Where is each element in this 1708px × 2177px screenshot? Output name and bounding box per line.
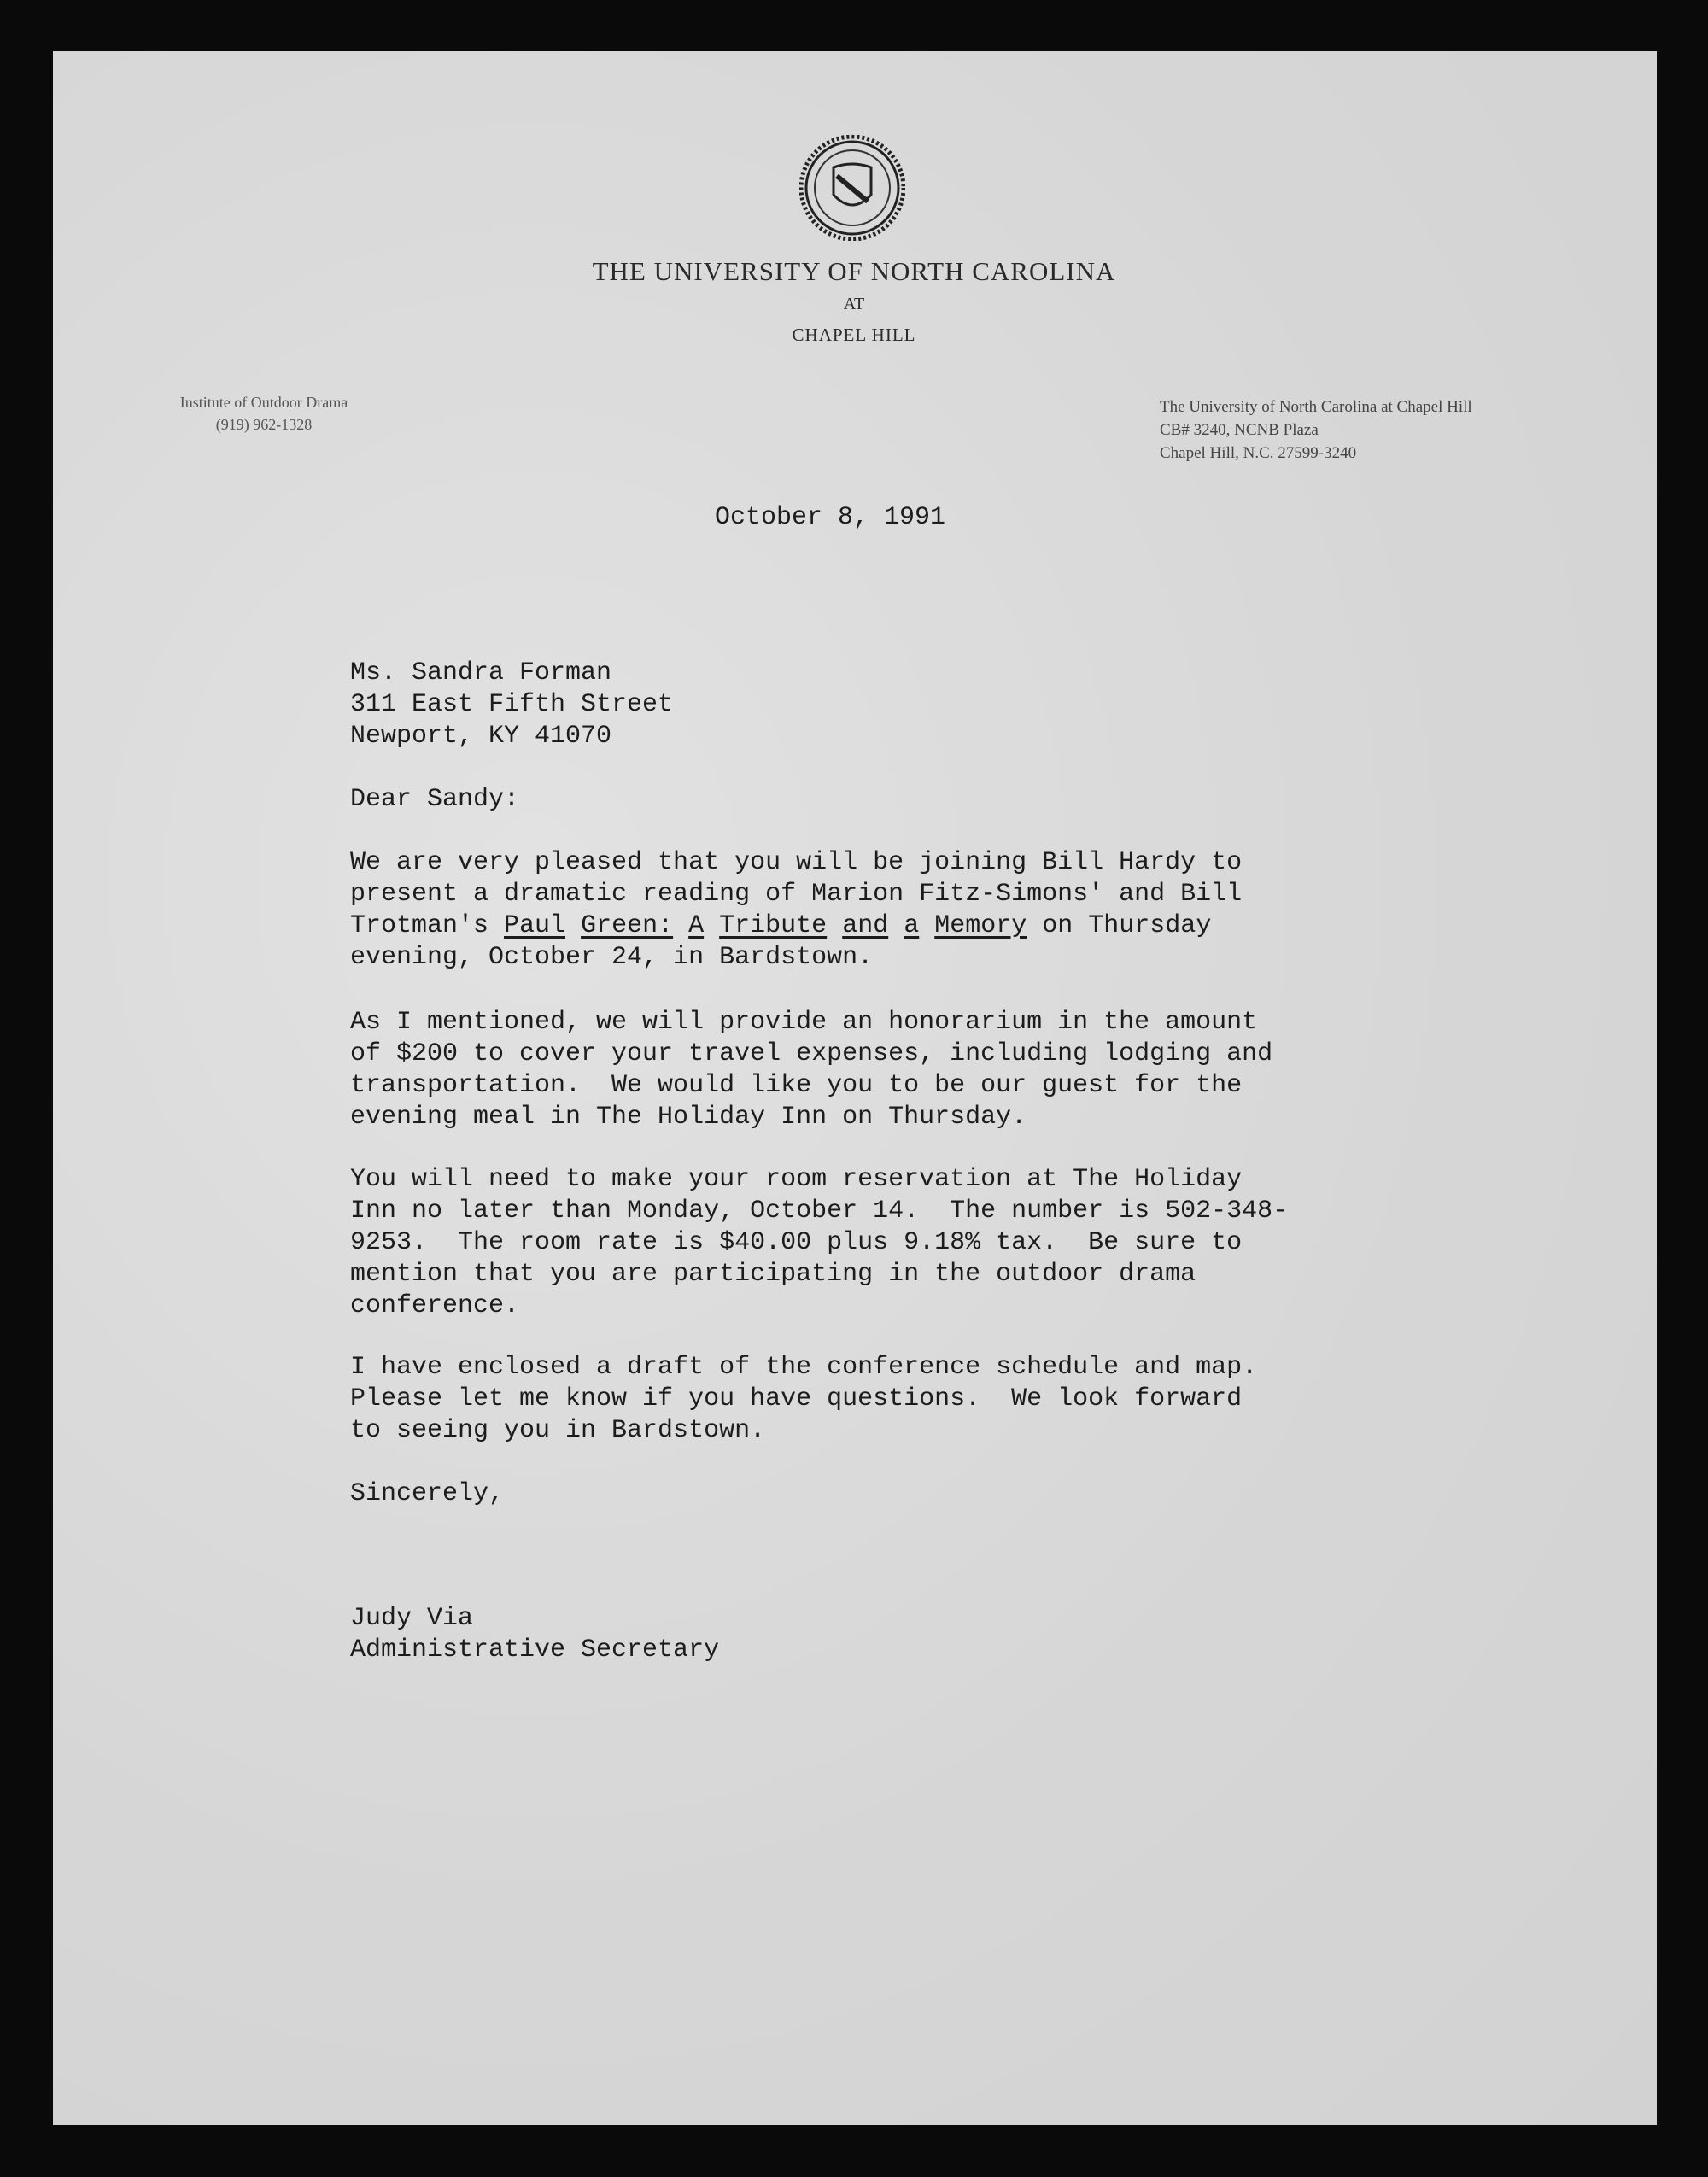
paragraph-line — [350, 910, 1242, 942]
address-line: Newport, KY 41070 — [350, 722, 612, 751]
underlined-title-word: and — [842, 911, 889, 940]
text: Trotman's — [350, 911, 505, 940]
signature-block — [350, 1603, 719, 1666]
paragraph-line: We are very pleased that you will be joining Bill Hardy to — [350, 848, 1243, 877]
paragraph-3 — [350, 1164, 1288, 1322]
paragraph-line: evening meal in The Holiday Inn on Thursday. — [350, 1103, 1027, 1132]
paragraph-line: of $200 to cover your travel expenses, including lodging and — [350, 1039, 1273, 1068]
address-line: 311 East Fifth Street — [350, 690, 674, 719]
signer-title: Administrative Secretary — [350, 1636, 720, 1665]
paragraph-line: present a dramatic reading of Marion Fitz-Simons' and Bill — [350, 880, 1243, 909]
paragraph-line: Please let me know if you have questions. We look forward — [350, 1384, 1243, 1413]
paragraph-line: 9253. The room rate is $40.00 plus 9.18% tax. Be sure to — [350, 1228, 1243, 1257]
return-address-line: CB# 3240, NCNB Plaza — [1160, 421, 1319, 439]
underlined-title-word: A — [688, 911, 705, 940]
paragraph-4 — [350, 1352, 1257, 1447]
paragraph-line: I have enclosed a draft of the conference schedule and map. — [350, 1353, 1258, 1382]
paragraph-line: mention that you are participating in the outdoor drama — [350, 1260, 1196, 1289]
underlined-title-word: Memory — [934, 911, 1027, 940]
letterhead-at: AT — [843, 295, 865, 313]
return-address — [1160, 395, 1472, 465]
closing: Sincerely, — [350, 1479, 505, 1508]
return-address-line: The University of North Carolina at Chapel Hill — [1160, 398, 1472, 416]
department-phone: (919) 962-1328 — [215, 416, 313, 433]
underlined-title-word: Tribute — [719, 911, 828, 940]
paragraph-line: You will need to make your room reservation at The Holiday — [350, 1165, 1243, 1194]
signer-name: Judy Via — [350, 1604, 474, 1633]
paragraph-line: As I mentioned, we will provide an honorarium in the amount — [350, 1008, 1258, 1037]
university-seal-icon — [799, 135, 905, 241]
underlined-title-word: Green: — [581, 911, 674, 940]
department-name: Institute of Outdoor Drama — [179, 394, 348, 411]
paragraph-line: evening, October 24, in Bardstown. — [350, 943, 874, 972]
paragraph-line: transportation. We would like you to be our guest for the — [350, 1071, 1243, 1100]
underlined-title-word: a — [904, 911, 920, 940]
paragraph-2 — [350, 1007, 1272, 1133]
salutation: Dear Sandy: — [350, 785, 520, 814]
underlined-title-word: Paul — [504, 911, 566, 940]
paragraph-line: Inn no later than Monday, October 14. The number is 502-348- — [350, 1197, 1289, 1226]
campus-name: CHAPEL HILL — [792, 325, 916, 345]
paragraph-line: to seeing you in Bardstown. — [350, 1416, 766, 1445]
university-name: THE UNIVERSITY OF NORTH CAROLINA — [592, 256, 1116, 286]
paragraph-1 — [350, 847, 1242, 974]
text: on Thursday — [1027, 911, 1212, 940]
letter-date: October 8, 1991 — [715, 503, 946, 532]
recipient-address — [350, 658, 673, 752]
return-address-line: Chapel Hill, N.C. 27599-3240 — [1160, 444, 1357, 462]
paragraph-line: conference. — [350, 1291, 520, 1320]
department-block — [149, 391, 379, 436]
address-line: Ms. Sandra Forman — [350, 658, 612, 688]
